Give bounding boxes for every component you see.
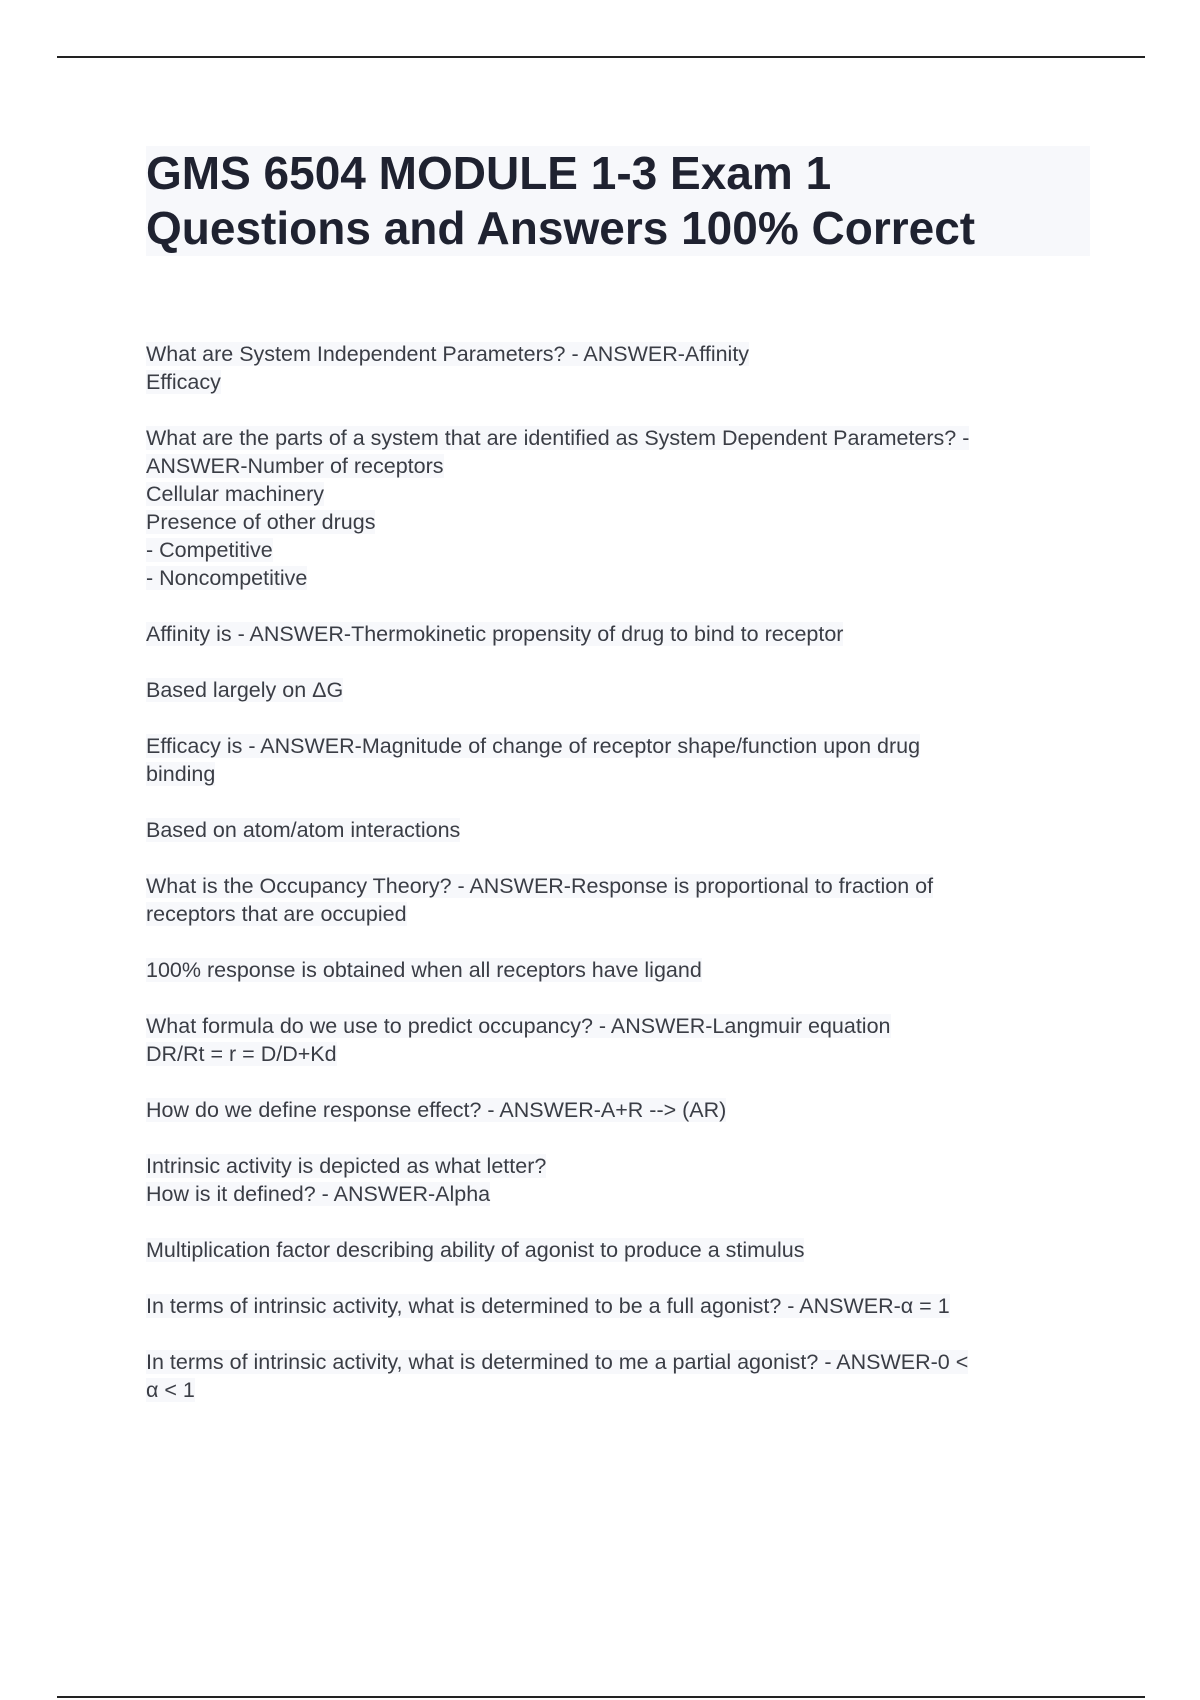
text-line-content: ANSWER-Number of receptors bbox=[146, 454, 444, 478]
text-line bbox=[146, 564, 1096, 592]
text-line bbox=[146, 1292, 1096, 1320]
text-line-content: α < 1 bbox=[146, 1378, 195, 1402]
header-rule bbox=[57, 56, 1145, 58]
text-line bbox=[146, 1180, 1096, 1208]
title-line: GMS 6504 MODULE 1-3 Exam 1 bbox=[146, 147, 832, 199]
text-line-content: 100% response is obtained when all receptors have ligand bbox=[146, 958, 702, 982]
qa-paragraph bbox=[146, 1348, 1096, 1404]
text-line-content: How is it defined? - ANSWER-Alpha bbox=[146, 1182, 491, 1206]
footer-rule bbox=[57, 1696, 1145, 1698]
text-line bbox=[146, 872, 1096, 900]
text-line bbox=[146, 956, 1096, 984]
qa-paragraph bbox=[146, 1152, 1096, 1208]
qa-paragraph bbox=[146, 1012, 1096, 1068]
text-line bbox=[146, 816, 1096, 844]
text-line bbox=[146, 1348, 1096, 1376]
text-line-content: receptors that are occupied bbox=[146, 902, 407, 926]
text-line bbox=[146, 1236, 1096, 1264]
text-line bbox=[146, 424, 1096, 452]
text-line bbox=[146, 1040, 1096, 1068]
text-line-content: Based on atom/atom interactions bbox=[146, 818, 461, 842]
text-line bbox=[146, 732, 1096, 760]
text-line-content: Affinity is - ANSWER-Thermokinetic propensity of drug to bind to receptor bbox=[146, 622, 844, 646]
qa-paragraph bbox=[146, 676, 1096, 704]
text-line-content: Multiplication factor describing ability of agonist to produce a stimulus bbox=[146, 1238, 805, 1262]
document-title bbox=[146, 146, 975, 256]
text-line bbox=[146, 1096, 1096, 1124]
text-line bbox=[146, 760, 1096, 788]
text-line bbox=[146, 368, 1096, 396]
qa-paragraph bbox=[146, 732, 1096, 788]
qa-paragraph bbox=[146, 340, 1096, 396]
text-line bbox=[146, 620, 1096, 648]
text-line bbox=[146, 452, 1096, 480]
qa-paragraph bbox=[146, 424, 1096, 592]
text-line-content: Cellular machinery bbox=[146, 482, 325, 506]
text-line-content: Presence of other drugs bbox=[146, 510, 376, 534]
text-line bbox=[146, 340, 1096, 368]
text-line bbox=[146, 676, 1096, 704]
text-line bbox=[146, 1152, 1096, 1180]
qa-paragraph bbox=[146, 816, 1096, 844]
text-line bbox=[146, 480, 1096, 508]
text-line bbox=[146, 1376, 1096, 1404]
text-line-content: Intrinsic activity is depicted as what letter? bbox=[146, 1154, 547, 1178]
text-line-content: - Noncompetitive bbox=[146, 566, 308, 590]
qa-content bbox=[146, 340, 1096, 1432]
text-line-content: In terms of intrinsic activity, what is determined to me a partial agonist? - ANSWER-0 < bbox=[146, 1350, 969, 1374]
qa-paragraph bbox=[146, 1292, 1096, 1320]
text-line-content: What are the parts of a system that are identified as System Dependent Parameters? - bbox=[146, 426, 970, 450]
text-line bbox=[146, 1012, 1096, 1040]
text-line-content: Based largely on ΔG bbox=[146, 678, 344, 702]
text-line bbox=[146, 508, 1096, 536]
text-line-content: Efficacy bbox=[146, 370, 221, 394]
text-line bbox=[146, 900, 1096, 928]
text-line bbox=[146, 536, 1096, 564]
qa-paragraph bbox=[146, 620, 1096, 648]
title-line: Questions and Answers 100% Correct bbox=[146, 202, 976, 254]
text-line-content: binding bbox=[146, 762, 216, 786]
text-line-content: How do we define response effect? - ANSWER-A+R --> (AR) bbox=[146, 1098, 727, 1122]
qa-paragraph bbox=[146, 1096, 1096, 1124]
text-line-content: In terms of intrinsic activity, what is determined to be a full agonist? - ANSWER-α = 1 bbox=[146, 1294, 950, 1318]
qa-paragraph bbox=[146, 1236, 1096, 1264]
text-line-content: DR/Rt = r = D/D+Kd bbox=[146, 1042, 337, 1066]
text-line-content: What formula do we use to predict occupancy? - ANSWER-Langmuir equation bbox=[146, 1014, 891, 1038]
text-line-content: Efficacy is - ANSWER-Magnitude of change of receptor shape/function upon drug bbox=[146, 734, 921, 758]
text-line-content: - Competitive bbox=[146, 538, 273, 562]
text-line-content: What are System Independent Parameters? - ANSWER-Affinity bbox=[146, 342, 750, 366]
qa-paragraph bbox=[146, 872, 1096, 928]
text-line-content: What is the Occupancy Theory? - ANSWER-Response is proportional to fraction of bbox=[146, 874, 934, 898]
qa-paragraph bbox=[146, 956, 1096, 984]
